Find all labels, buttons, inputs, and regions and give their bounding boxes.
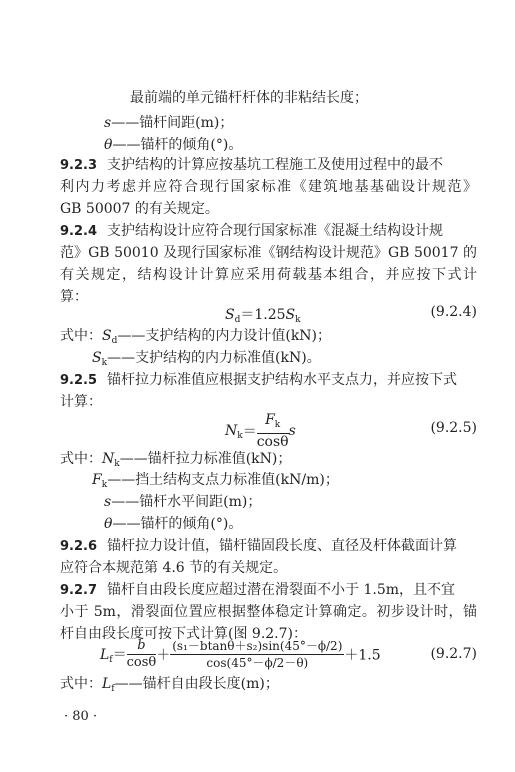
equation-9-2-4: $S_d=1.25S_k$ (9.2.4)	[225, 304, 477, 325]
equation-9-2-5: $N_k=$ $\frac{F_k}{\cos\theta}$ s (9.2.5)	[225, 412, 477, 450]
page-number: · 80 ·	[64, 709, 98, 724]
text-line: 杆自由段长度可按下式计算(图 9.2.7)：	[60, 626, 307, 642]
text-line: θ——锚杆的倾角(°)。	[104, 516, 243, 532]
text-line: $S_k——$支护结构的内力标准值(kN)。	[92, 350, 321, 368]
text-line: s——锚杆间距(m)；	[104, 115, 234, 131]
text-line: 小于 5m，滑裂面位置应根据整体稳定计算确定。初步设计时，锚	[60, 604, 477, 620]
section-9-2-4: 9.2.4 支护结构设计应符合现行国家标准《混凝土结构设计规	[60, 223, 444, 239]
text-line: 利内力考虑并应符合现行国家标准《建筑地基基础设计规范》	[60, 179, 477, 195]
text-line: 应符合本规范第 4.6 节的有关规定。	[60, 560, 288, 576]
text-line: 范》GB 50010 及现行国家标准《钢结构设计规范》GB 50017 的	[60, 245, 477, 261]
section-9-2-5: 9.2.5 锚杆拉力标准值应根据支护结构水平支点力，并应按下式	[60, 372, 458, 388]
section-9-2-3: 9.2.3 支护结构的计算应按基坑工程施工及使用过程中的最不	[60, 157, 444, 173]
text-line: GB 50007 的有关规定。	[60, 201, 219, 217]
equation-number: (9.2.4)	[430, 304, 477, 320]
text-line: 式中：$N_k——$锚杆拉力标准值(kN)；	[60, 451, 292, 469]
text-line: $F_k——$挡土结构支点力标准值(kN/m)；	[92, 472, 339, 490]
text-line: 有关规定，结构设计计算应采用荷载基本组合，并应按下式计	[60, 267, 477, 283]
section-9-2-7: 9.2.7 锚杆自由段长度应超过潜在滑裂面不小于 1.5m，且不宜	[60, 582, 456, 598]
equation-9-2-7: $L_f=$ $\frac{b}{\cos\theta}$ ＋ $\frac{\text{(s₁－btanθ＋s₂)sin(45°－ϕ/2)}}{\cos(45^\circ-\phi/2-\theta)}$ ＋1.5 (9.2.7)	[100, 638, 477, 670]
text-line: θ——锚杆的倾角(°)。	[104, 137, 243, 153]
text-line: 计算：	[60, 394, 102, 410]
text-line: 最前端的单元锚杆杆体的非粘结长度；	[130, 90, 368, 106]
section-9-2-6: 9.2.6 锚杆拉力设计值，锚杆锚固段长度、直径及杆体截面计算	[60, 538, 458, 554]
text-line: 式中：$S_d——$支护结构的内力设计值(kN)；	[60, 328, 332, 346]
text-line: s——锚杆水平间距(m)；	[104, 494, 262, 510]
text-line: 式中：$L_f——$锚杆自由段长度(m)；	[60, 676, 279, 694]
equation-number: (9.2.5)	[430, 420, 477, 436]
text-line: 算：	[60, 289, 88, 305]
equation-number: (9.2.7)	[430, 646, 477, 662]
